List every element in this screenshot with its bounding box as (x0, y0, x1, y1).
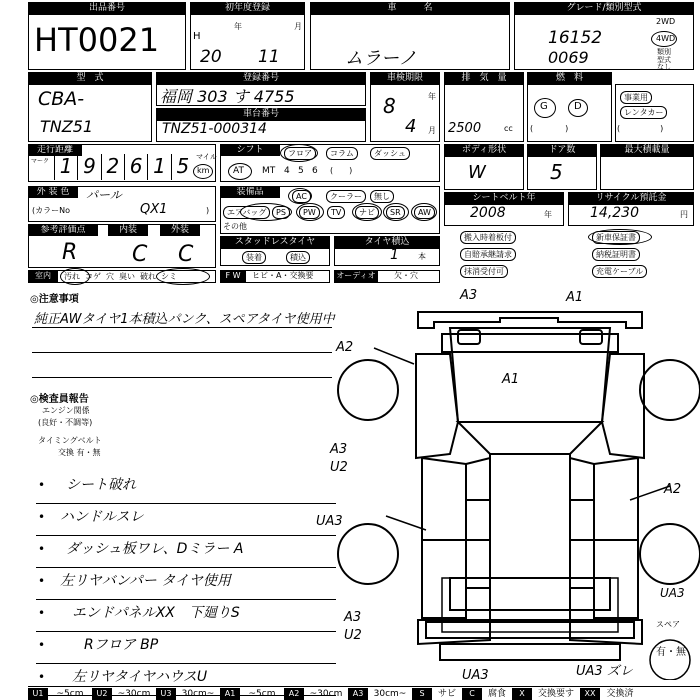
interior-dirt-circle (60, 268, 90, 285)
legend-code: U1 (28, 688, 48, 700)
fuel-d: D (574, 101, 582, 112)
notes-line-1: 純正AWタイヤ1本積込パンク、スペアタイヤ使用中 (34, 312, 335, 327)
mileage-km-circle (193, 164, 213, 179)
audio-box (334, 270, 440, 283)
use-commercial: 事業用 (620, 91, 652, 104)
equip-airbag-ps-circle (240, 203, 292, 221)
mileage-digits (54, 154, 194, 180)
interior-score: C (132, 242, 148, 267)
tires-value: 1 (390, 247, 399, 263)
spare-circle (650, 640, 690, 680)
roof-outline (490, 454, 570, 620)
report-item: • シート破れ (36, 472, 336, 504)
model-header: 型 式 (28, 72, 152, 84)
equip-navi-circle (352, 203, 382, 221)
report-item: • ダッシュ板ワレ、Dミラー A (36, 536, 336, 568)
mark-hood-a1: A1 (502, 372, 520, 387)
first-reg-era: H (193, 31, 201, 42)
doors-value: 5 (550, 160, 563, 184)
fuel-header: 燃 料 (527, 72, 612, 84)
mark-rr-ua3: UA3 (660, 586, 685, 600)
report-item-text: 左リヤタイヤハウスU (72, 669, 208, 685)
mark-bl-u2: U2 (344, 628, 362, 643)
legend-code: A2 (284, 688, 304, 700)
legend-code: U3 (156, 688, 176, 700)
mark-mid-u2: U2 (330, 460, 348, 475)
rear-window-outline (442, 578, 618, 632)
mark-top-a1: A1 (566, 290, 584, 305)
fuel-d-ring (568, 99, 588, 117)
report-list (36, 472, 336, 696)
displacement-header: 排 気 量 (444, 72, 524, 84)
rear-bumper-upper (426, 622, 634, 638)
score-header: 参考評価点 (28, 224, 98, 236)
front-left-lamp (458, 330, 480, 344)
grade-value-2: 0069 (548, 48, 589, 67)
use-rental: レンタカー (620, 106, 667, 119)
equip-ac-circle (288, 188, 312, 204)
inspection-header: 車検期限 (370, 72, 440, 84)
stud-loaded: 積込 (286, 251, 310, 264)
displacement-unit: cc (504, 124, 513, 133)
equip-pw-circle (296, 203, 324, 221)
report-item-text: エンドパネルXX 下廻りS (72, 605, 240, 621)
doc-cancel: 抹消受付可 (460, 265, 508, 278)
shift-floor-circle (280, 144, 318, 162)
audio-label: オーディオ (334, 270, 378, 282)
inspection-month: 4 (405, 116, 417, 137)
legend-code: S (412, 688, 432, 700)
legend-code: A3 (348, 688, 368, 700)
drive-2wd: 2WD (656, 17, 676, 26)
arrow-left-ua3 (386, 516, 426, 530)
mark-bottom-ua3-shift: UA3 ズレ (576, 664, 633, 679)
shift-gear-5: 5 (298, 166, 304, 176)
report-item: • Rフロア BP (36, 632, 336, 664)
first-reg-year-label: 年 (234, 22, 242, 31)
tires-unit: 本 (418, 252, 426, 261)
equip-tv: TV (327, 206, 345, 219)
interior-tear-stain-circle (156, 268, 210, 285)
grade-header: グレード/類別型式 (514, 2, 694, 14)
shift-dash: ダッシュ (370, 147, 410, 160)
report-item-text: ハンドルスレ (60, 509, 144, 525)
interior-opt: コゲ (85, 272, 101, 281)
fuel-g: G (540, 101, 548, 112)
report-item-text: ダッシュ板ワレ、Dミラー A (66, 541, 244, 557)
report-item-text: 左リヤバンパー タイヤ使用 (60, 573, 231, 589)
interior-opt: 破れ (140, 272, 156, 281)
doc-warranty-circle (588, 229, 652, 245)
right-rear-glass (570, 540, 594, 588)
damage-legend (28, 686, 700, 700)
mileage-unit-mile: マイル (196, 153, 217, 161)
exterior-value: パール (86, 188, 122, 202)
legend-desc: 交換済 (606, 689, 634, 699)
legend-code: A1 (220, 688, 240, 700)
drive-nashi-label: なし (657, 63, 671, 71)
body-value: W (468, 162, 486, 183)
reg-no-header: 登録番号 (156, 72, 366, 84)
doc-warranty: 新車保証書 (592, 231, 640, 244)
legend-desc: サビ (437, 689, 456, 699)
model-value-1: CBA- (38, 88, 85, 110)
mark-bottom-ua3: UA3 (462, 668, 489, 683)
score-value: R (62, 240, 78, 265)
equip-navi: ナビ (355, 206, 379, 219)
report-item: • ハンドルスレ (36, 504, 336, 536)
shift-header: シフト (220, 144, 280, 156)
shift-column: コラム (326, 147, 358, 160)
displacement-value: 2500 (448, 121, 482, 136)
interior-opt: 穴 (106, 272, 114, 281)
first-reg-header: 初年度登録 (190, 2, 305, 14)
legend-desc: ~5cm (56, 689, 84, 699)
fuel-blank: ( ) (530, 124, 569, 133)
first-reg-year: 20 (200, 47, 222, 67)
mileage-digit: 9 (77, 154, 100, 180)
mileage-unit-km: km (197, 166, 210, 175)
mark-right-a2: A2 (664, 482, 682, 497)
right-front-glass (570, 458, 594, 500)
exterior-code-close: ) (206, 206, 210, 215)
report-engine: エンジン関係 (42, 406, 90, 415)
mileage-digit: 6 (124, 154, 147, 180)
tire-front-left (338, 360, 398, 420)
shift-at-circle (228, 163, 252, 180)
fw-value: ヒビ・A・交換要 (252, 271, 314, 280)
capacity-header: 最大積載量 (600, 144, 694, 156)
mileage-header: 走行距離 (28, 144, 82, 156)
inspection-year-label: 年 (428, 92, 436, 101)
report-timing-sub: 交換 有・無 (58, 448, 101, 457)
legend-desc: ~5cm (248, 689, 276, 699)
notes-header: ◎注意事項 (30, 294, 79, 305)
use-blank: ( ) (617, 124, 664, 133)
drive-4wd-circle (651, 31, 677, 47)
tires-header: タイヤ積込 (334, 236, 440, 248)
left-rear-glass (466, 540, 490, 588)
interior-opt: 汚れ (64, 272, 80, 281)
recycle-header: リサイクル預託金 (568, 192, 694, 204)
shift-gear-4: 4 (284, 166, 290, 176)
notes-rule (32, 352, 332, 353)
right-front-fender (602, 354, 644, 458)
model-value-2: TNZ51 (40, 117, 94, 136)
equip-aw-circle (411, 203, 437, 221)
legend-desc: ~30cm (309, 689, 343, 699)
inspection-year: 8 (383, 94, 396, 118)
spare-value: 有・無 (656, 647, 686, 658)
report-item: • エンドパネルXX 下廻りS (36, 600, 336, 632)
rear-bumper-lower (440, 644, 620, 660)
report-item: • 左リヤバンパー タイヤ使用 (36, 568, 336, 600)
seatbelt-value: 2008 (470, 205, 506, 221)
mileage-digit: 1 (147, 154, 170, 180)
grade-value-1: 16152 (548, 28, 603, 48)
exterior-code-value: QX1 (140, 202, 168, 217)
report-timing: タイミングベルト (38, 436, 102, 445)
mileage-mark: マーク (31, 158, 50, 165)
equip-ps: PS (272, 206, 290, 219)
reg-no-value: 福岡 303 す 4755 (160, 87, 295, 106)
doc-insurance: 自賠承継請求 (460, 248, 516, 261)
shift-mt: MT (262, 166, 276, 176)
report-item: • 左リヤタイヤハウスU (36, 664, 336, 696)
rear-hatch (450, 578, 610, 610)
report-item-text: Rフロア BP (84, 637, 159, 653)
stud-fitted: 装着 (242, 251, 266, 264)
interior-opt: 臭い (119, 272, 135, 281)
drive-type-label: 類別 (657, 48, 671, 56)
shift-floor: フロア (284, 147, 316, 160)
lot-number: HT0021 (34, 21, 160, 59)
mark-top-a3: A3 (460, 288, 478, 303)
shift-blank: ( ) (330, 166, 353, 175)
equip-other: その他 (223, 222, 247, 231)
front-right-lamp (580, 330, 602, 344)
inspection-month-label: 月 (428, 126, 436, 135)
interior-opt: シミ (161, 272, 177, 281)
capacity-box (600, 156, 694, 190)
spare-label: スペア (656, 620, 680, 629)
lot-header: 出品番号 (28, 2, 186, 14)
tire-front-right (640, 360, 700, 420)
legend-desc: 交換要す (537, 689, 574, 699)
tire-rear-left (338, 524, 398, 584)
recycle-unit: 円 (680, 210, 688, 219)
mileage-digit: 1 (54, 154, 77, 180)
legend-desc: 30cm~ (181, 689, 215, 699)
left-front-door (422, 458, 466, 540)
exterior-header: 外 装 色 (28, 186, 78, 198)
mileage-digit: 2 (101, 154, 124, 180)
legend-code: C (462, 688, 482, 700)
legend-code: X (512, 688, 532, 700)
doc-cable: 充電ケーブル (592, 265, 647, 278)
seatbelt-unit: 年 (544, 210, 552, 219)
equip-none: 無し (370, 190, 394, 203)
equip-cooler: クーラー (326, 190, 366, 203)
body-header: ボディ形状 (444, 144, 524, 156)
exterior-score-header: 外装 (160, 224, 200, 236)
notes-rule (32, 377, 332, 378)
legend-desc: ~30cm (117, 689, 151, 699)
tire-rear-right (640, 524, 700, 584)
equip-pw: PW (299, 206, 320, 219)
stud-box (220, 248, 330, 266)
doors-header: ドア数 (527, 144, 597, 156)
report-header: ◎検査員報告 (30, 394, 89, 405)
equip-sr-circle (383, 203, 409, 221)
doc-plate: 搬入時着板付 (460, 231, 516, 244)
legend-desc: 腐食 (487, 689, 506, 699)
drive-none-label: 型式 (657, 56, 671, 64)
notes-rule (32, 327, 332, 328)
mileage-digit: 5 (171, 154, 194, 180)
interior-score-header: 内装 (108, 224, 148, 236)
equip-sr: SR (386, 206, 405, 219)
doc-tax: 納税証明書 (592, 248, 640, 261)
chassis-header: 車台番号 (156, 108, 366, 120)
equipment-header: 装備品 (220, 186, 280, 198)
interior-opts-label: 室内 (28, 270, 58, 282)
first-reg-month-label: 月 (294, 22, 302, 31)
exterior-box (28, 186, 216, 222)
equip-aw: AW (414, 206, 435, 219)
legend-code: XX (580, 688, 600, 700)
mark-ua3: UA3 (316, 514, 343, 529)
exterior-code-label: (カラーNo (32, 206, 70, 215)
seatbelt-header: シートベルト年 (444, 192, 564, 204)
first-reg-month: 11 (258, 47, 280, 67)
shift-at: AT (233, 166, 244, 176)
stud-header: スタッドレスタイヤ (220, 236, 330, 248)
report-engine-sub: (良好・不調等) (38, 418, 93, 427)
left-front-fender (416, 354, 458, 458)
recycle-value: 14,230 (590, 205, 639, 221)
legend-code: U2 (92, 688, 112, 700)
legend-desc: 30cm~ (373, 689, 407, 699)
fuel-g-circle (534, 98, 556, 118)
chassis-value: TNZ51-000314 (162, 121, 267, 137)
equip-ac: AC (292, 190, 311, 203)
front-bumper-outline (418, 312, 642, 328)
drive-4wd: 4WD (656, 34, 676, 43)
left-front-glass (466, 458, 490, 500)
audio-value: 欠・穴 (394, 271, 418, 280)
car-name: ムラーノ (345, 48, 417, 69)
shift-gear-6: 6 (312, 166, 318, 176)
car-damage-diagram (330, 288, 700, 680)
mark-bl-a3: A3 (344, 610, 362, 625)
mark-mid-a3: A3 (330, 442, 348, 457)
exterior-score: C (178, 242, 194, 267)
mark-fl-a2: A2 (336, 340, 354, 355)
hood-outline (450, 328, 610, 422)
car-name-header: 車 名 (310, 2, 510, 14)
report-item-text: シート破れ (66, 477, 136, 493)
fw-label: F W (220, 270, 246, 282)
windshield-outline (458, 422, 602, 454)
equip-airbag: エアバッグ (223, 206, 270, 219)
